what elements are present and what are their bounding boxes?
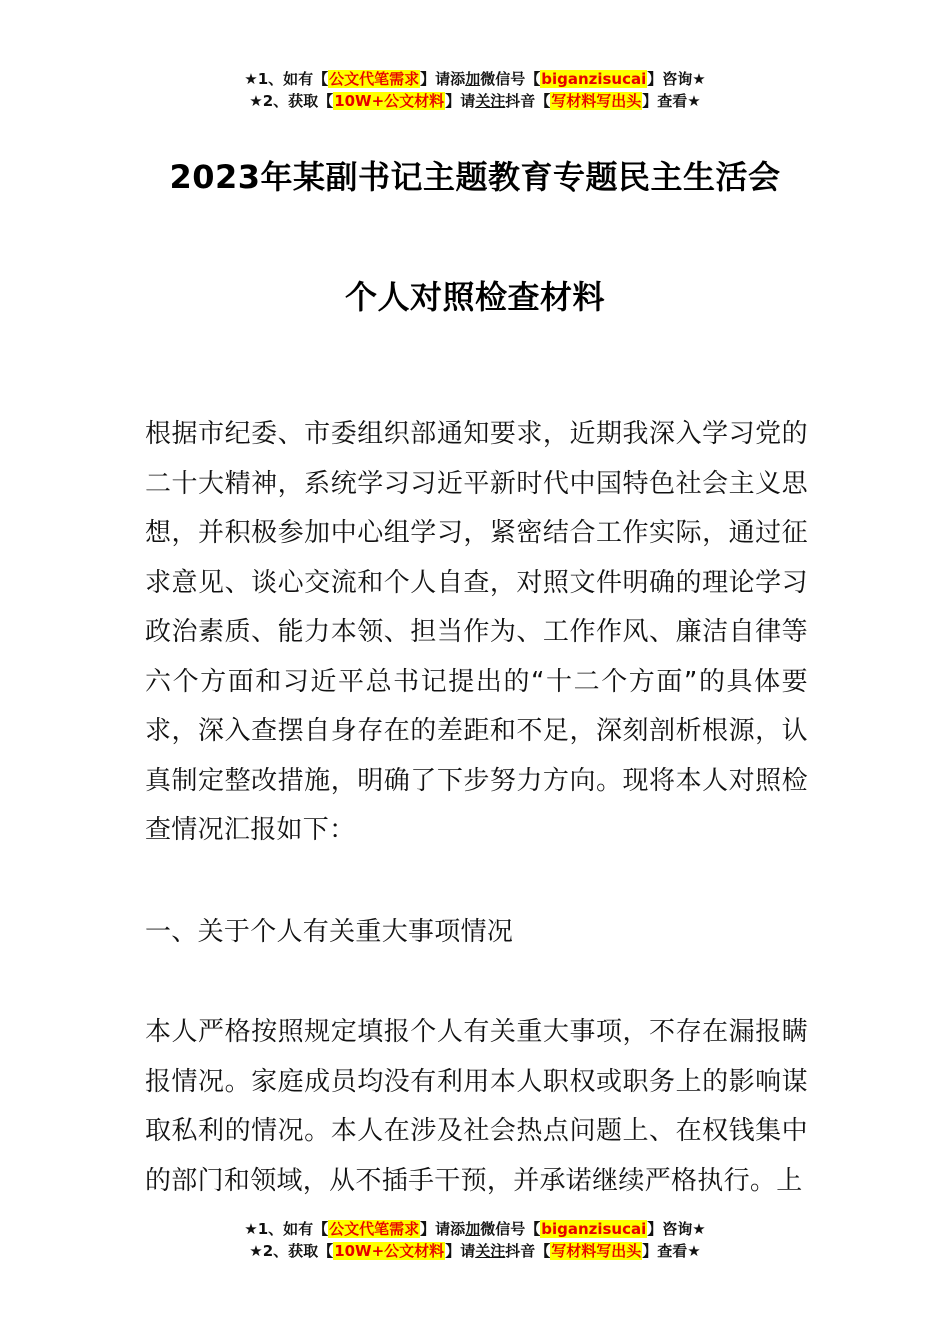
banner-line-2: ★2、获取【10W+公文材料】请关注抖音【写材料写出头】查看★	[249, 1242, 701, 1260]
banner-line-1: ★1、如有【公文代笔需求】请添加微信号【biganzisucai】咨询★	[244, 70, 706, 88]
intro-paragraph: 根据市纪委、市委组织部通知要求，近期我深入学习党的二十大精神，系统学习习近平新时代中国特色社会主义思想，并积极参加中心组学习，紧密结合工作实际，通过征求意见、谈心交流和个人自查，对照文件明确的理论学习政治素质、能力本领、担当作为、工作作风、廉洁自律等六个方面和习近平总书记提出的“十二个方面”的具体要求，深入查摆自身存在的差距和不足，深刻剖析根源，认真制定整改措施，明确了下步努力方向。现将本人对照检查情况汇报如下：	[145, 419, 808, 845]
section-1-paragraph: 本人严格按照规定填报个人有关重大事项，不存在漏报瞒报情况。家庭成员均没有利用本人职权或职务上的影响谋取私利的情况。本人在涉及社会热点问题上、在权钱集中的部门和领域，从不插手干预，并承诺继续严格执行。上	[145, 1017, 808, 1196]
header-banner	[0, 68, 950, 112]
highlight-service: 公文代笔需求	[329, 70, 420, 88]
document-title-line-1: 2023年某副书记主题教育专题民主生活会	[169, 158, 781, 196]
highlight-douyin-account: 写材料写出头	[551, 1242, 642, 1260]
highlight-service: 公文代笔需求	[329, 1220, 420, 1238]
highlight-wechat-id: biganzisucai	[541, 70, 647, 88]
banner-line-2: ★2、获取【10W+公文材料】请关注抖音【写材料写出头】查看★	[249, 92, 701, 110]
footer-banner	[0, 1218, 950, 1262]
document-title-line-2: 个人对照检查材料	[344, 278, 605, 316]
highlight-materials: 10W+公文材料	[334, 92, 445, 110]
section-heading-1: 一、关于个人有关重大事项情况	[145, 917, 514, 947]
highlight-wechat-id: biganzisucai	[541, 1220, 647, 1238]
highlight-materials: 10W+公文材料	[334, 1242, 445, 1260]
highlight-douyin-account: 写材料写出头	[551, 92, 642, 110]
banner-line-1: ★1、如有【公文代笔需求】请添加微信号【biganzisucai】咨询★	[244, 1220, 706, 1238]
